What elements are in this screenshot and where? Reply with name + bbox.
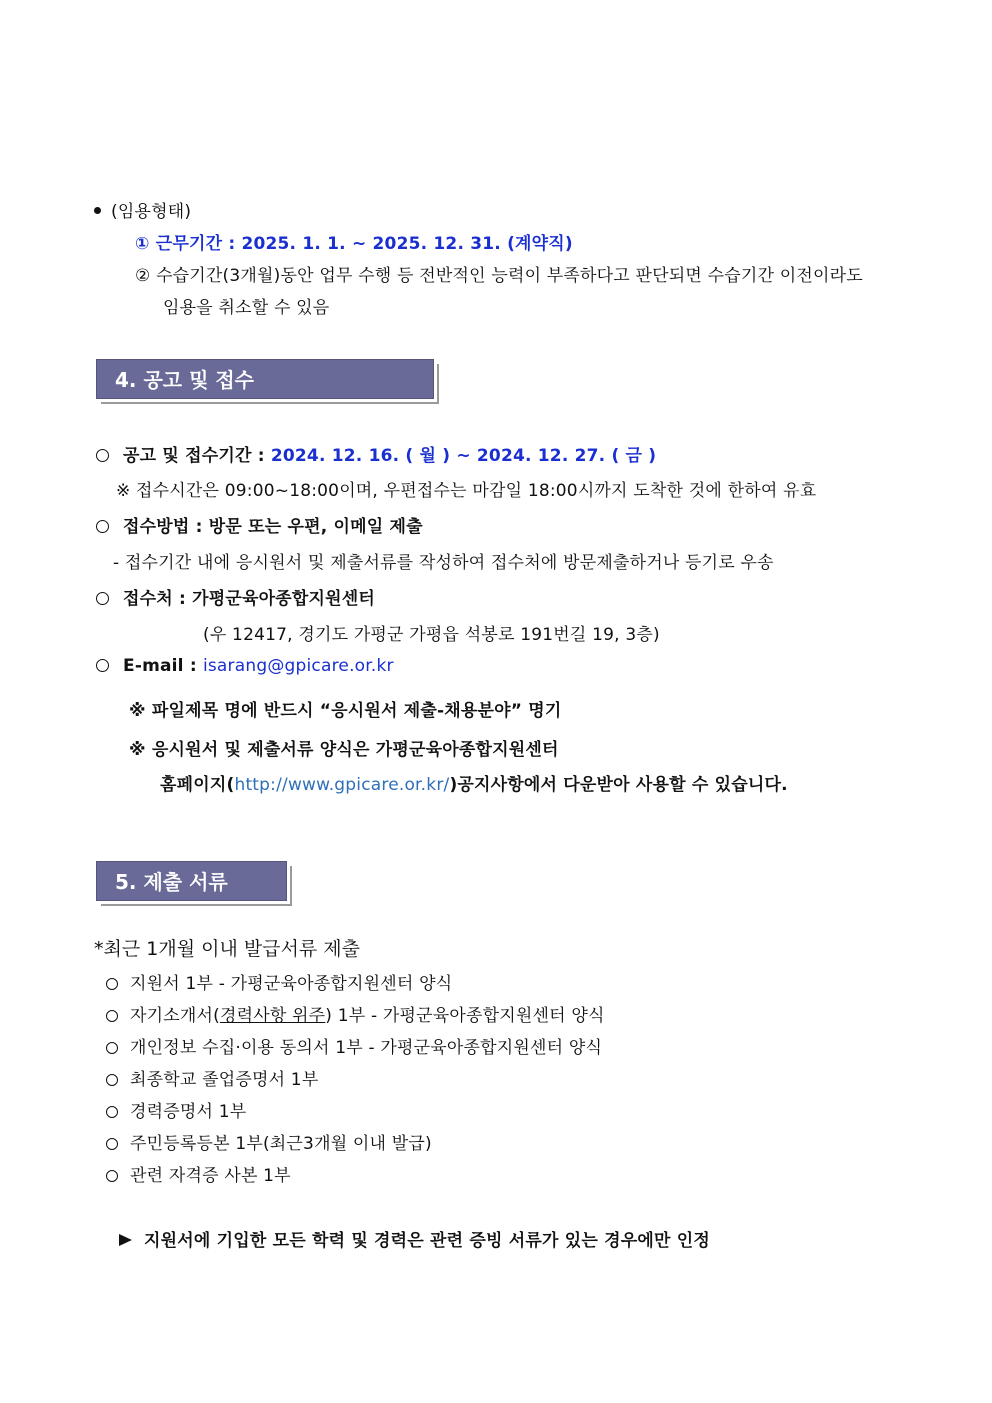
period-label: 공고 및 접수기간 : <box>123 446 265 466</box>
footnote: 지원서에 기입한 모든 학력 및 경력은 관련 증빙 서류가 있는 경우에만 인정 <box>144 1231 710 1251</box>
circle-bullet-icon <box>106 1106 118 1118</box>
doc-item-5 <box>106 1097 246 1122</box>
circle-bullet-icon <box>96 592 109 605</box>
employment-heading-line <box>94 197 191 222</box>
method-line <box>96 512 423 537</box>
section-4-header: 4. 공고 및 접수 <box>96 359 434 399</box>
period-note: ※ 접수시간은 09:00~18:00이며, 우편접수는 마감일 18:00시까지 도착한 것에 한하여 유효 <box>116 481 817 501</box>
circle-bullet-icon <box>106 1010 118 1022</box>
employment-heading: (임용형태) <box>111 202 192 222</box>
circle-bullet-icon <box>106 1170 118 1182</box>
place-line <box>96 584 375 609</box>
note-homepage-line <box>160 770 788 795</box>
triangle-pointer-icon <box>119 1234 132 1246</box>
note-homepage-pre: 홈페이지( <box>160 775 235 795</box>
doc-2-post: ) 1부 - 가평군육아종합지원센터 양식 <box>325 1006 605 1026</box>
doc-item-1 <box>106 969 452 994</box>
doc-item-4 <box>106 1065 318 1090</box>
doc-3: 개인정보 수집·이용 동의서 1부 - 가평군육아종합지원센터 양식 <box>130 1038 603 1058</box>
circle-bullet-icon <box>106 1042 118 1054</box>
circle-bullet-icon <box>96 520 109 533</box>
doc-1: 지원서 1부 - 가평군육아종합지원센터 양식 <box>130 974 453 994</box>
doc-6: 주민등록등본 1부(최근3개월 이내 발급) <box>130 1134 432 1154</box>
footnote-line <box>119 1226 710 1251</box>
probation-text-2: 임용을 취소할 수 있음 <box>163 298 330 318</box>
doc-5: 경력증명서 1부 <box>130 1102 247 1122</box>
address: (우 12417, 경기도 가평군 가평읍 석봉로 191번길 19, 3층) <box>203 625 660 645</box>
doc-item-2 <box>106 1001 605 1026</box>
doc-7: 관련 자격증 사본 1부 <box>130 1166 291 1186</box>
email-link[interactable]: isarang@gpicare.or.kr <box>202 656 394 676</box>
marker-2: ② <box>135 266 151 286</box>
place: 접수처 : 가평군육아종합지원센터 <box>123 589 375 609</box>
circle-bullet-icon <box>106 978 118 990</box>
marker-1: ① <box>135 234 150 254</box>
doc-item-3 <box>106 1033 602 1058</box>
doc-item-6 <box>106 1129 432 1154</box>
circle-bullet-icon <box>96 659 109 672</box>
note-forms: ※ 응시원서 및 제출서류 양식은 가평군육아종합지원센터 <box>129 740 559 760</box>
note-homepage-post: )공지사항에서 다운받아 사용할 수 있습니다. <box>449 775 788 795</box>
work-period: 근무기간 : 2025. 1. 1. ~ 2025. 12. 31. (계약직) <box>155 234 573 254</box>
doc-2-underline: 경력사항 위주 <box>219 1006 326 1026</box>
homepage-link[interactable]: http://www.gpicare.or.kr/ <box>234 775 450 795</box>
email-line <box>96 656 394 676</box>
work-period-line <box>135 229 573 254</box>
doc-4: 최종학교 졸업증명서 1부 <box>130 1070 319 1090</box>
documents-intro: *최근 1개월 이내 발급서류 제출 <box>94 938 360 960</box>
bullet-dot-icon <box>94 207 101 214</box>
circle-bullet-icon <box>96 449 109 462</box>
email-label: E-mail : <box>123 656 197 676</box>
probation-line-1 <box>135 261 863 286</box>
section-5-header: 5. 제출 서류 <box>96 861 287 901</box>
note-filename: ※ 파일제목 명에 반드시 “응시원서 제출-채용분야” 명기 <box>129 701 562 721</box>
period-value: 2024. 12. 16. ( 월 ) ~ 2024. 12. 27. ( 금 ) <box>270 446 657 466</box>
method-note: - 접수기간 내에 응시원서 및 제출서류를 작성하여 접수처에 방문제출하거나 등기로 우송 <box>113 553 774 573</box>
doc-2-pre: 자기소개서( <box>130 1006 220 1026</box>
circle-bullet-icon <box>106 1074 118 1086</box>
probation-text-1: 수습기간(3개월)동안 업무 수행 등 전반적인 능력이 부족하다고 판단되면 수습기간 이전이라도 <box>156 266 863 286</box>
circle-bullet-icon <box>106 1138 118 1150</box>
period-line <box>96 441 656 466</box>
method: 접수방법 : 방문 또는 우편, 이메일 제출 <box>123 517 423 537</box>
doc-item-7 <box>106 1161 291 1186</box>
